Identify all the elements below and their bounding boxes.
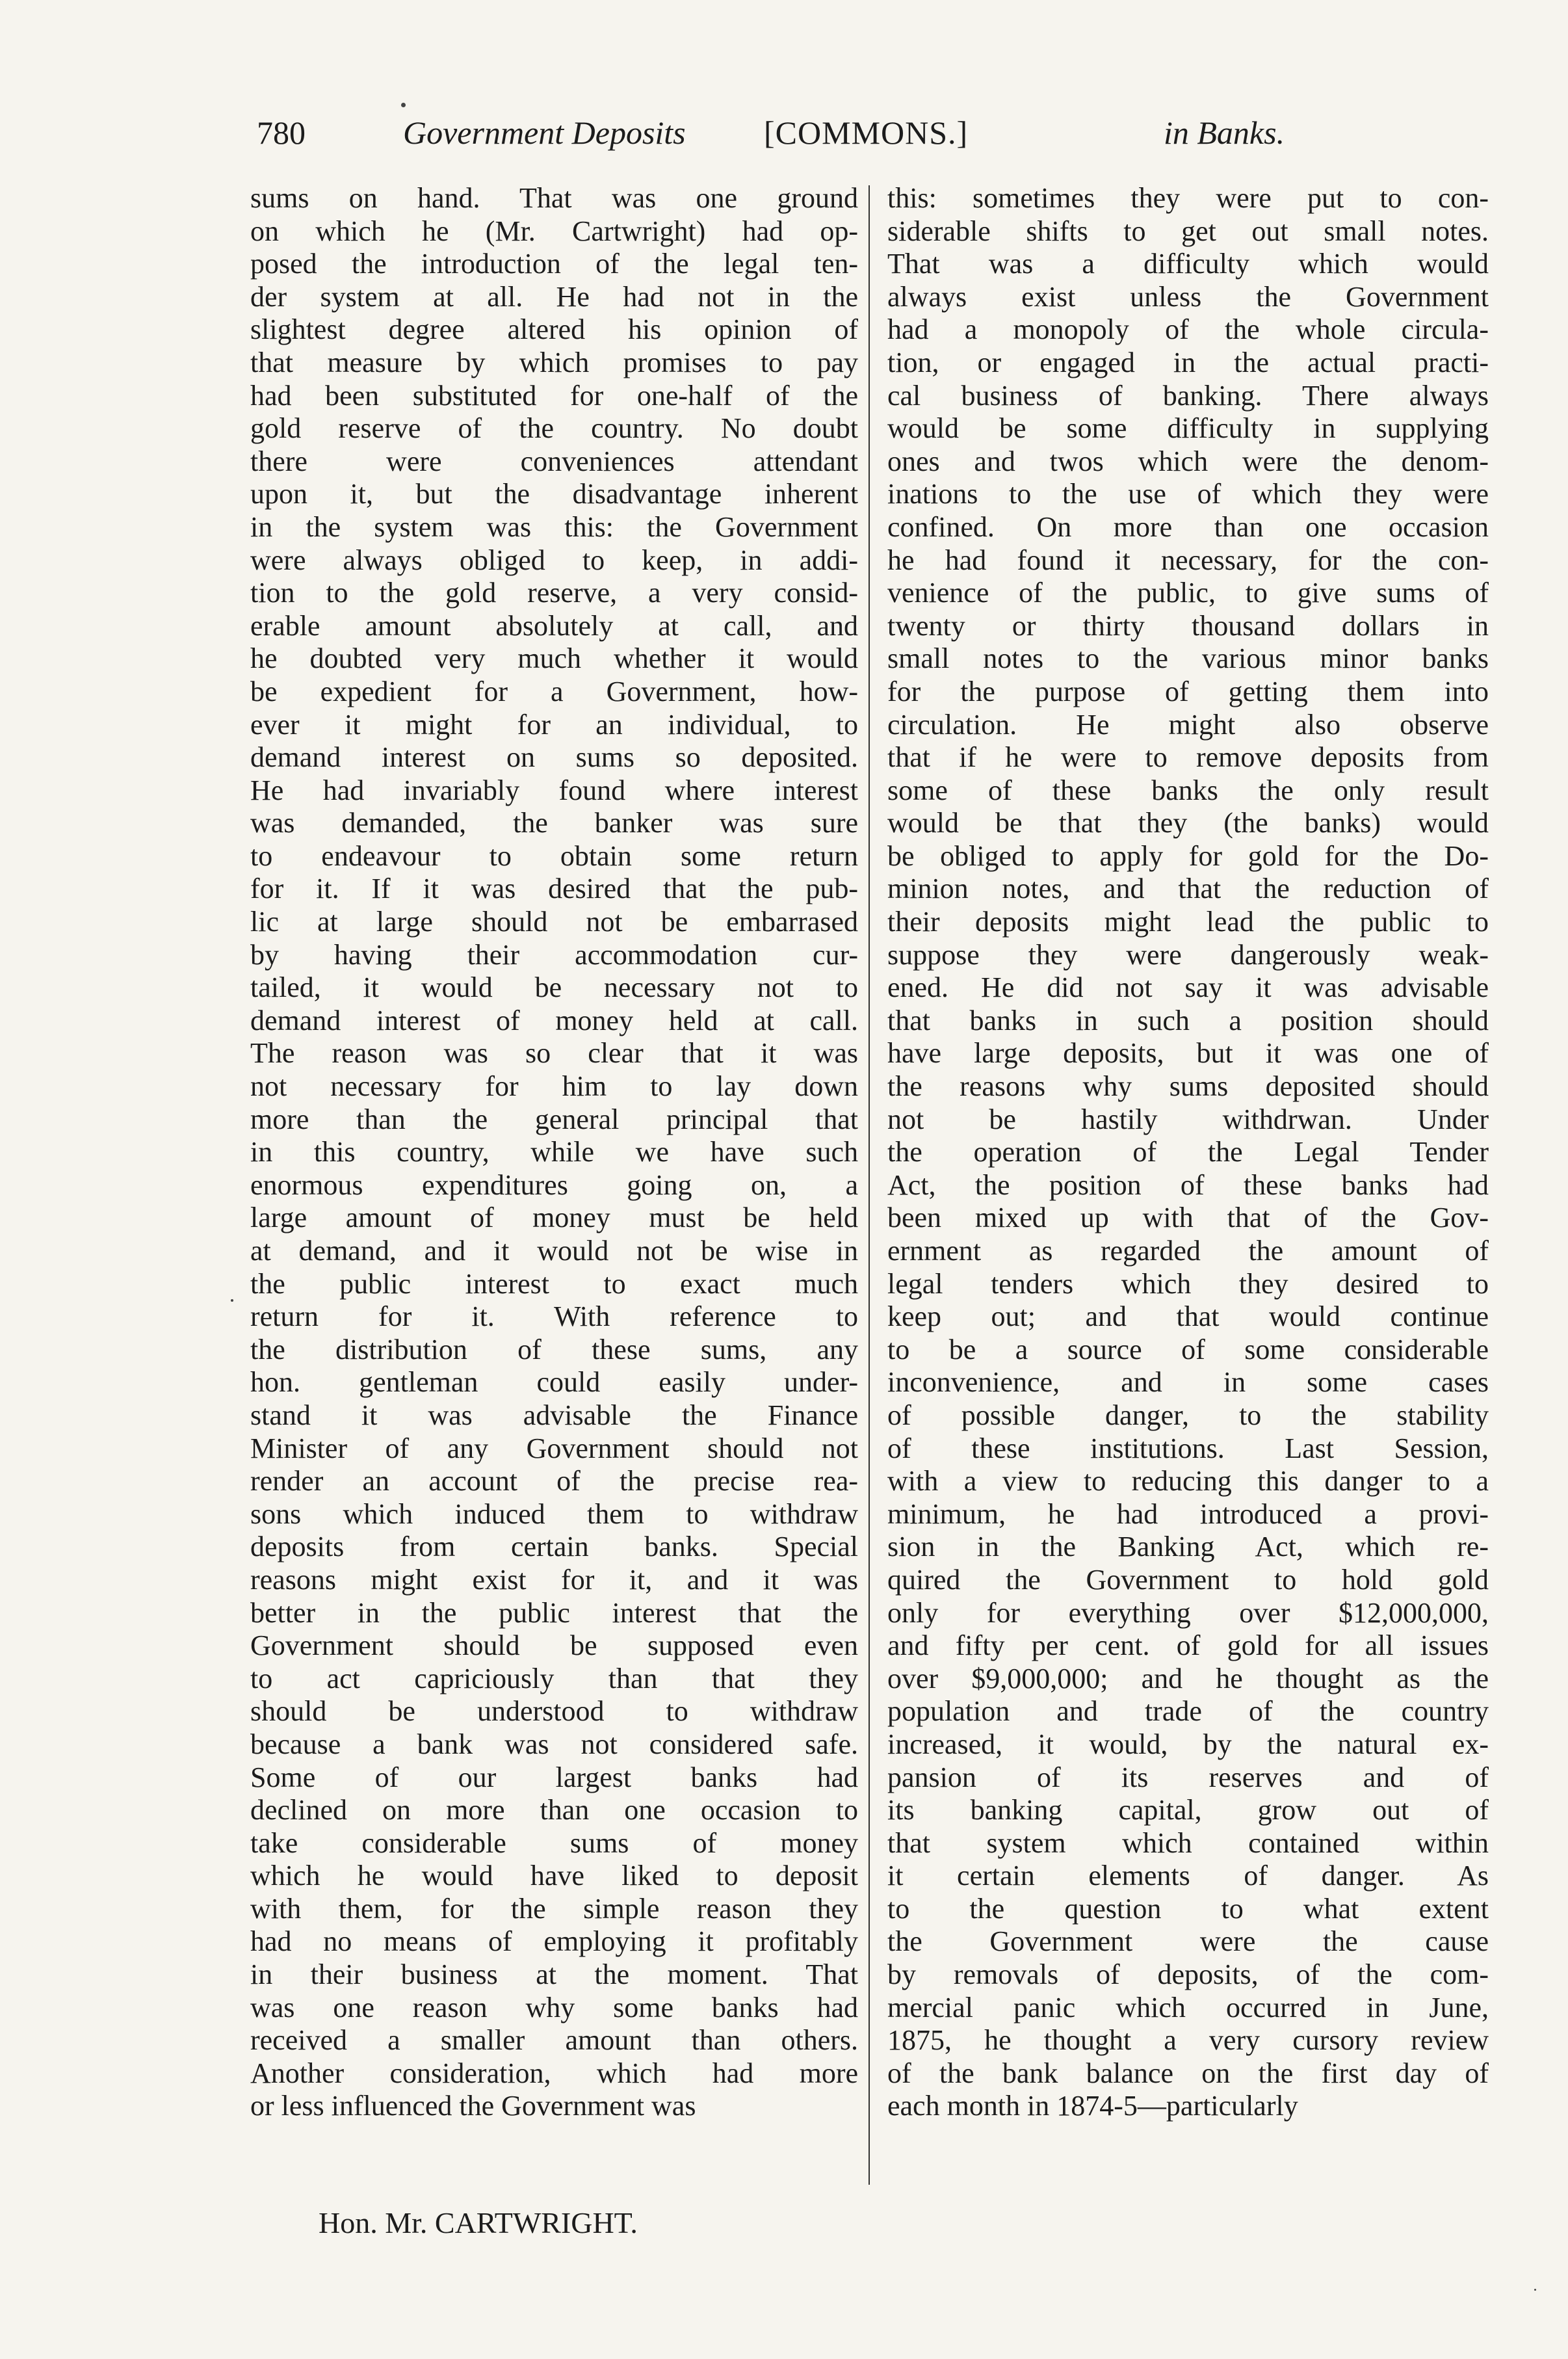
text-line: that measure by which promises to pay xyxy=(250,346,858,378)
text-line: this: sometimes they were put to con- xyxy=(887,182,1489,214)
text-line: ened. He did not say it was advisable xyxy=(887,971,1489,1004)
text-line: minion notes, and that the reduction of xyxy=(887,873,1489,905)
text-line: erable amount absolutely at call, and xyxy=(250,609,858,642)
text-line: he had found it necessary, for the con- xyxy=(887,544,1489,576)
text-line: had a monopoly of the whole circula- xyxy=(887,313,1489,346)
text-line: inconvenience, and in some cases xyxy=(887,1366,1489,1399)
text-line: by having their accommodation cur- xyxy=(250,938,858,971)
text-line: Another consideration, which had more xyxy=(250,2057,858,2089)
running-header xyxy=(257,114,1329,159)
text-line: there were conveniences attendant xyxy=(250,445,858,477)
text-line: been mixed up with that of the Gov- xyxy=(887,1202,1489,1234)
text-line: lic at large should not be embarrased xyxy=(250,906,858,938)
text-line: tion, or engaged in the actual practi- xyxy=(887,346,1489,378)
text-line: that if he were to remove deposits from xyxy=(887,741,1489,774)
text-line: in this country, while we have such xyxy=(250,1136,858,1168)
text-line: would be some difficulty in supplying xyxy=(887,412,1489,445)
ink-speck xyxy=(401,103,406,107)
text-line: quired the Government to hold gold xyxy=(887,1563,1489,1596)
text-line: enormous expenditures going on, a xyxy=(250,1168,858,1201)
header-left-title: Government Deposits xyxy=(403,114,686,151)
text-line: posed the introduction of the legal ten- xyxy=(250,248,858,280)
text-line: had no means of employing it profitably xyxy=(250,1925,858,1958)
text-line: ever it might for an individual, to xyxy=(250,708,858,741)
text-line: stand it was advisable the Finance xyxy=(250,1399,858,1431)
text-line: ones and twos which were the denom- xyxy=(887,445,1489,477)
text-line: Minister of any Government should not xyxy=(250,1432,858,1464)
text-line: each month in 1874-5—particularly xyxy=(887,2090,1298,2122)
ink-speck xyxy=(1534,2289,1536,2291)
text-line: cal business of banking. There always xyxy=(887,379,1489,412)
text-line: was demanded, the banker was sure xyxy=(250,807,858,839)
text-line: it certain elements of danger. As xyxy=(887,1860,1489,1892)
text-line: received a smaller amount than others. xyxy=(250,2024,858,2057)
text-line: deposits from certain banks. Special xyxy=(250,1531,858,1563)
text-line: der system at all. He had not in the xyxy=(250,280,858,313)
text-line: return for it. With reference to xyxy=(250,1300,858,1333)
text-line: Act, the position of these banks had xyxy=(887,1168,1489,1201)
text-line: render an account of the precise rea- xyxy=(250,1465,858,1497)
text-line: That was a difficulty which would xyxy=(887,248,1489,280)
text-line: and fifty per cent. of gold for all issues xyxy=(887,1629,1489,1662)
text-line: were always obliged to keep, in addi- xyxy=(250,544,858,576)
text-line: Some of our largest banks had xyxy=(250,1761,858,1793)
text-line: tailed, it would be necessary not to xyxy=(250,971,858,1004)
text-line: increased, it would, by the natural ex- xyxy=(887,1728,1489,1760)
header-center-title: [COMMONS.] xyxy=(764,114,969,151)
text-line: be obliged to apply for gold for the Do- xyxy=(887,839,1489,872)
text-line: suppose they were dangerously weak- xyxy=(887,938,1489,971)
text-line: of these institutions. Last Session, xyxy=(887,1432,1489,1464)
text-line: for it. If it was desired that the pub- xyxy=(250,873,858,905)
text-line: confined. On more than one occasion xyxy=(887,510,1489,543)
text-line: reasons might exist for it, and it was xyxy=(250,1563,858,1596)
text-line: only for everything over $12,000,000, xyxy=(887,1596,1489,1629)
text-line: in their business at the moment. That xyxy=(250,1958,858,1991)
text-line: sion in the Banking Act, which re- xyxy=(887,1531,1489,1563)
text-line: venience of the public, to give sums of xyxy=(887,577,1489,609)
text-line: sums on hand. That was one ground xyxy=(250,182,858,214)
text-line: mercial panic which occurred in June, xyxy=(887,1991,1489,2023)
text-line: which he would have liked to deposit xyxy=(250,1860,858,1892)
text-line: small notes to the various minor banks xyxy=(887,642,1489,675)
text-line: sons which induced them to withdraw xyxy=(250,1497,858,1530)
text-line: was one reason why some banks had xyxy=(250,1991,858,2023)
text-line: its banking capital, grow out of xyxy=(887,1794,1489,1826)
text-line: take considerable sums of money xyxy=(250,1826,858,1859)
text-line: their deposits might lead the public to xyxy=(887,906,1489,938)
text-line: circulation. He might also observe xyxy=(887,708,1489,741)
text-line: in the system was this: the Government xyxy=(250,510,858,543)
text-line: inations to the use of which they were xyxy=(887,478,1489,510)
text-line: not be hastily withdrwan. Under xyxy=(887,1103,1489,1135)
text-line: by removals of deposits, of the com- xyxy=(887,1958,1489,1991)
text-line: to the question to what extent xyxy=(887,1892,1489,1925)
text-line: would be that they (the banks) would xyxy=(887,807,1489,839)
text-line: he doubted very much whether it would xyxy=(250,642,858,675)
text-line: keep out; and that would continue xyxy=(887,1300,1489,1333)
text-line: be expedient for a Government, how- xyxy=(250,675,858,707)
text-line: should be understood to withdraw xyxy=(250,1695,858,1728)
text-line: to act capriciously than that they xyxy=(250,1662,858,1694)
text-line: declined on more than one occasion to xyxy=(250,1794,858,1826)
text-line: the reasons why sums deposited should xyxy=(887,1070,1489,1103)
header-right-title: in Banks. xyxy=(1164,114,1285,151)
text-line: demand interest of money held at call. xyxy=(250,1004,858,1036)
left-column xyxy=(250,182,858,2123)
text-line: that banks in such a position should xyxy=(887,1004,1489,1036)
text-line: upon it, but the disadvantage inherent xyxy=(250,478,858,510)
text-line: pansion of its reserves and of xyxy=(887,1761,1489,1793)
text-line: hon. gentleman could easily under- xyxy=(250,1366,858,1399)
text-line: of possible danger, to the stability xyxy=(887,1399,1489,1431)
ink-speck xyxy=(231,1299,233,1302)
text-line: He had invariably found where interest xyxy=(250,774,858,806)
text-line: the public interest to exact much xyxy=(250,1267,858,1300)
text-line: over $9,000,000; and he thought as the xyxy=(887,1662,1489,1694)
text-line: tion to the gold reserve, a very consid- xyxy=(250,577,858,609)
text-line: had been substituted for one-half of the xyxy=(250,379,858,412)
text-line: some of these banks the only result xyxy=(887,774,1489,806)
text-line: with them, for the simple reason they xyxy=(250,1892,858,1925)
footer-speaker: Hon. Mr. CARTWRIGHT. xyxy=(319,2206,638,2239)
text-line: for the purpose of getting them into xyxy=(887,675,1489,707)
text-line: The reason was so clear that it was xyxy=(250,1037,858,1070)
text-line: gold reserve of the country. No doubt xyxy=(250,412,858,445)
text-line: better in the public interest that the xyxy=(250,1596,858,1629)
text-line: to be a source of some considerable xyxy=(887,1333,1489,1365)
text-line: at demand, and it would not be wise in xyxy=(250,1235,858,1267)
text-line: demand interest on sums so deposited. xyxy=(250,741,858,774)
text-line: or less influenced the Government was xyxy=(250,2090,696,2122)
text-line: to endeavour to obtain some return xyxy=(250,839,858,872)
text-line: legal tenders which they desired to xyxy=(887,1267,1489,1300)
text-line: the operation of the Legal Tender xyxy=(887,1136,1489,1168)
text-line: have large deposits, but it was one of xyxy=(887,1037,1489,1070)
text-line: minimum, he had introduced a provi- xyxy=(887,1497,1489,1530)
text-line: of the bank balance on the first day of xyxy=(887,2057,1489,2089)
text-line: on which he (Mr. Cartwright) had op- xyxy=(250,215,858,247)
text-line: that system which contained within xyxy=(887,1826,1489,1859)
text-line: with a view to reducing this danger to a xyxy=(887,1465,1489,1497)
text-line: large amount of money must be held xyxy=(250,1202,858,1234)
text-line: Government should be supposed even xyxy=(250,1629,858,1662)
text-line: always exist unless the Government xyxy=(887,280,1489,313)
text-line: the distribution of these sums, any xyxy=(250,1333,858,1365)
page-number: 780 xyxy=(257,114,306,151)
text-line: not necessary for him to lay down xyxy=(250,1070,858,1103)
text-line: ernment as regarded the amount of xyxy=(887,1235,1489,1267)
text-line: twenty or thirty thousand dollars in xyxy=(887,609,1489,642)
right-column xyxy=(887,182,1489,2123)
text-line: siderable shifts to get out small notes. xyxy=(887,215,1489,247)
text-line: because a bank was not considered safe. xyxy=(250,1728,858,1760)
text-line: the Government were the cause xyxy=(887,1925,1489,1958)
text-line: more than the general principal that xyxy=(250,1103,858,1135)
text-line: slightest degree altered his opinion of xyxy=(250,313,858,346)
column-divider xyxy=(869,185,870,2185)
text-line: population and trade of the country xyxy=(887,1695,1489,1728)
text-line: 1875, he thought a very cursory review xyxy=(887,2024,1489,2057)
